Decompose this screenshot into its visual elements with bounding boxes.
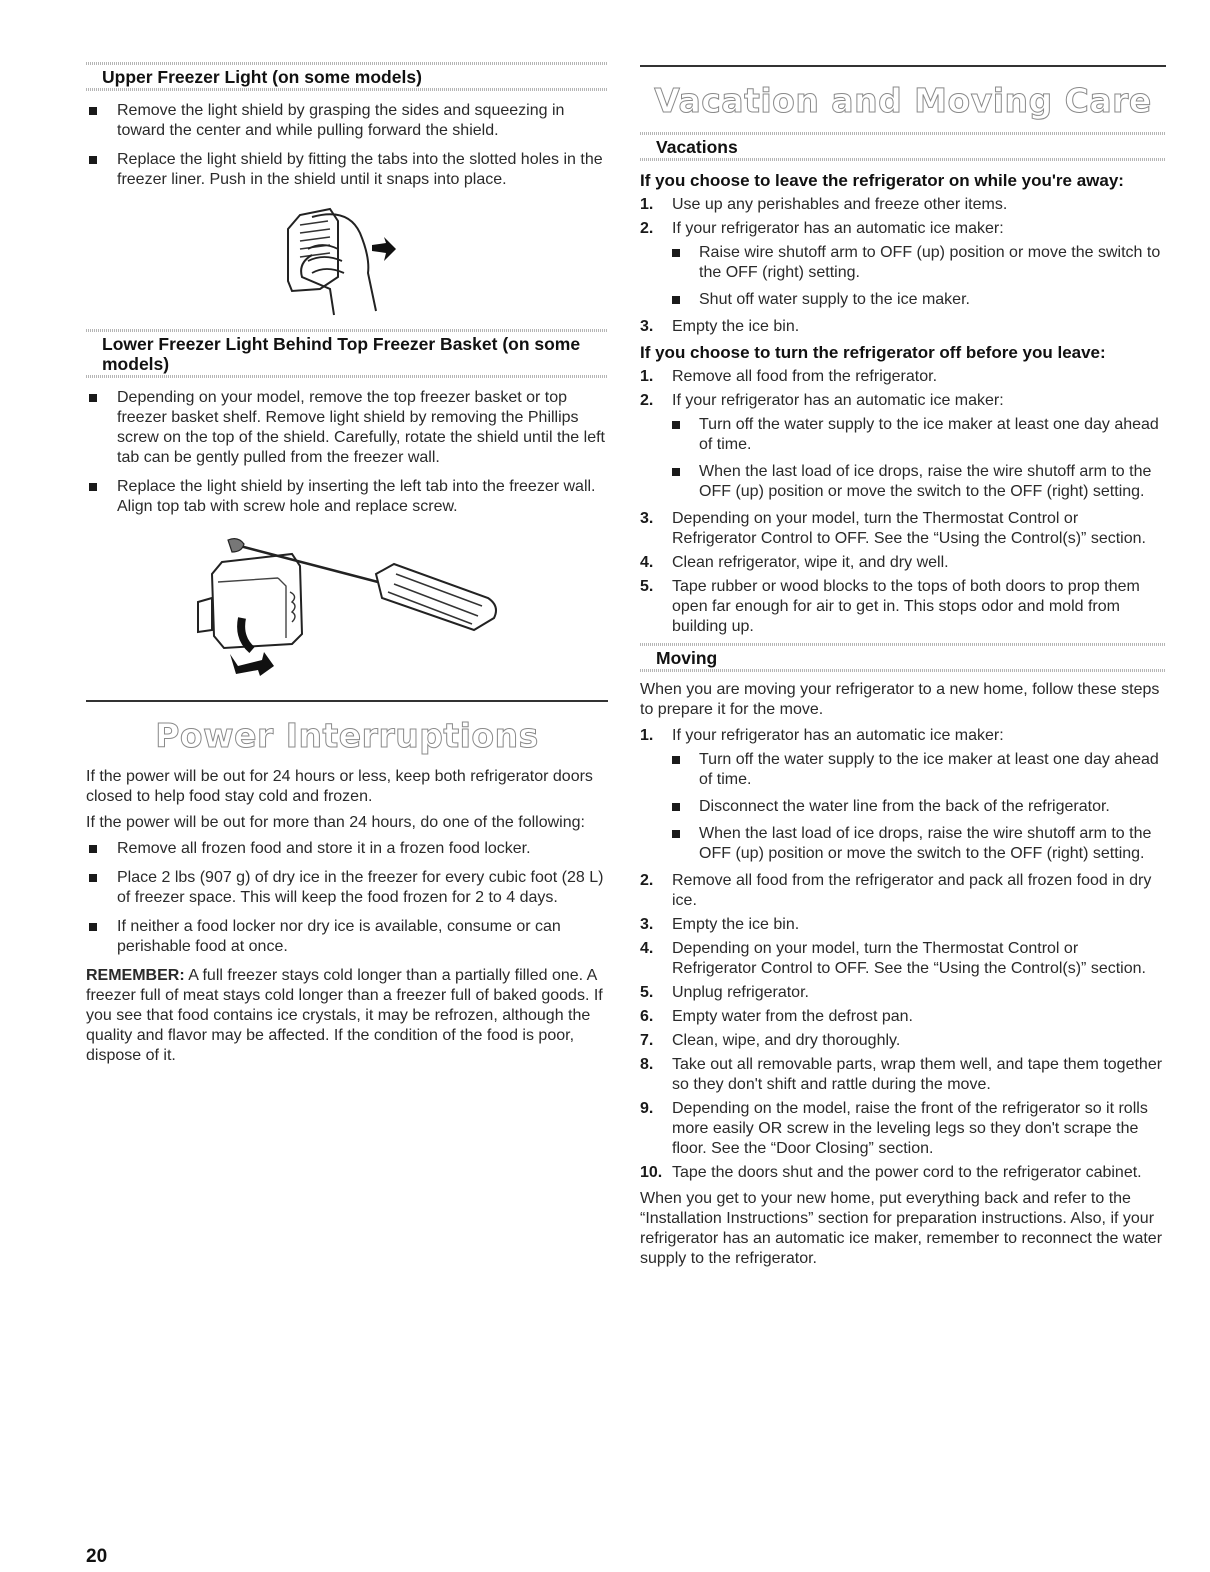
step-text: Empty water from the defrost pan. xyxy=(672,1008,913,1025)
step-number: 10. xyxy=(640,1164,663,1181)
step-number: 8. xyxy=(640,1056,654,1073)
sub-bullets xyxy=(640,243,1166,310)
vacation-on-lead: If you choose to leave the refrigerator on while you're away: xyxy=(640,171,1124,190)
page-number: 20 xyxy=(86,1546,108,1567)
step-text: Unplug refrigerator. xyxy=(672,984,809,1001)
moving-steps xyxy=(640,726,1166,1183)
step-item xyxy=(640,509,1166,549)
paragraph: If the power will be out for 24 hours or less, keep both refrigerator doors closed to help food stay cold and frozen. xyxy=(86,768,593,805)
step-number: 1. xyxy=(640,727,654,744)
list-item: Place 2 lbs (907 g) of dry ice in the freezer for every cubic foot (28 L) of freezer space. This will keep the food frozen for 2 to 4 days. xyxy=(86,868,608,908)
step-text: Empty the ice bin. xyxy=(672,318,800,335)
step-number: 6. xyxy=(640,1008,654,1025)
list-item: Disconnect the water line from the back of the refrigerator. xyxy=(640,797,1166,817)
section-heading: Vacations xyxy=(656,137,738,157)
vacation-off-lead: If you choose to turn the refrigerator off before you leave: xyxy=(640,343,1106,362)
section-heading: Upper Freezer Light (on some models) xyxy=(102,67,422,87)
step-number: 2. xyxy=(640,392,654,409)
paragraph: When you get to your new home, put everything back and refer to the “Installation Instructions” section for preparation instructions. Also, if your refrigerator has an automatic ice maker, remember to reconnect the water supply to the refrigerator. xyxy=(640,1190,1163,1267)
sub-bullets xyxy=(640,415,1166,502)
list-item: Depending on your model, remove the top freezer basket or top freezer basket shelf. Remove light shield by removing the Phillips screw on the top of the shield. Carefully, rotate the shield until the left tab can be gently pulled from the freezer wall. xyxy=(86,388,608,468)
step-item xyxy=(640,1055,1166,1095)
step-number: 5. xyxy=(640,984,654,1001)
list-item: When the last load of ice drops, raise the wire shutoff arm to the OFF (up) position or move the switch to the OFF (right) setting. xyxy=(640,824,1166,864)
step-item xyxy=(640,1007,1166,1027)
power-interruptions-title: Power Interruptions xyxy=(155,716,539,755)
vacation-moving-title: Vacation and Moving Care xyxy=(654,81,1152,120)
step-number: 4. xyxy=(640,554,654,571)
step-number: 5. xyxy=(640,578,654,595)
list-item: Replace the light shield by fitting the tabs into the slotted holes in the freezer liner. Push in the shield until it snaps into place. xyxy=(86,150,608,190)
step-text: Depending on your model, turn the Thermostat Control or Refrigerator Control to OFF. See the “Using the Control(s)” section. xyxy=(672,510,1146,547)
step-text: Clean, wipe, and dry thoroughly. xyxy=(672,1032,901,1049)
list-item: If neither a food locker nor dry ice is available, consume or can perishable food at once. xyxy=(86,917,608,957)
list-item: Raise wire shutoff arm to OFF (up) position or move the switch to the OFF (right) setting. xyxy=(640,243,1166,283)
step-text: Remove all food from the refrigerator. xyxy=(672,368,938,385)
step-item xyxy=(640,1031,1166,1051)
step-text: Use up any perishables and freeze other items. xyxy=(672,196,1008,213)
step-text: Clean refrigerator, wipe it, and dry well. xyxy=(672,554,949,571)
step-text: If your refrigerator has an automatic ice maker: xyxy=(672,220,1004,237)
step-number: 7. xyxy=(640,1032,654,1049)
step-number: 3. xyxy=(640,510,654,527)
list-item: Shut off water supply to the ice maker. xyxy=(640,290,1166,310)
left-column xyxy=(86,62,608,1072)
lower-light-bullets xyxy=(86,388,608,517)
paragraph: If the power will be out for more than 24 hours, do one of the following: xyxy=(86,814,585,831)
step-item xyxy=(640,1163,1166,1183)
list-item: When the last load of ice drops, raise the wire shutoff arm to the OFF (up) position or move the switch to the OFF (right) setting. xyxy=(640,462,1166,502)
sub-bullets xyxy=(640,750,1166,864)
step-item xyxy=(640,219,1166,310)
step-text: Depending on your model, turn the Thermostat Control or Refrigerator Control to OFF. See the “Using the Control(s)” section. xyxy=(672,940,1146,977)
step-item xyxy=(640,939,1166,979)
remember-paragraph xyxy=(86,966,608,1066)
step-item xyxy=(640,367,1166,387)
section-heading: Moving xyxy=(656,648,718,668)
list-item: Turn off the water supply to the ice maker at least one day ahead of time. xyxy=(640,415,1166,455)
section-divider xyxy=(640,65,1166,67)
lower-freezer-light-header xyxy=(86,329,608,378)
screwdriver-shield-illustration xyxy=(182,526,512,686)
step-item xyxy=(640,915,1166,935)
step-number: 3. xyxy=(640,318,654,335)
step-number: 9. xyxy=(640,1100,654,1117)
step-text: Remove all food from the refrigerator and pack all frozen food in dry ice. xyxy=(672,872,1152,909)
step-text: Empty the ice bin. xyxy=(672,916,800,933)
step-item xyxy=(640,577,1166,637)
power-bullets xyxy=(86,839,608,957)
step-item xyxy=(640,195,1166,215)
step-number: 4. xyxy=(640,940,654,957)
remember-label: REMEMBER: xyxy=(86,967,185,984)
step-item xyxy=(640,317,1166,337)
paragraph: When you are moving your refrigerator to a new home, follow these steps to prepare it for the move. xyxy=(640,681,1160,718)
remember-text: A full freezer stays cold longer than a partially filled one. A freezer full of meat stays cold longer than a freezer full of baked goods. If you see that food contains ice crystals, it may be refrozen, although the quality and flavor may be affected. If the condition of the food is poor, dispose of it. xyxy=(86,967,603,1064)
step-item xyxy=(640,1099,1166,1159)
step-number: 1. xyxy=(640,196,654,213)
step-text: Tape rubber or wood blocks to the tops of both doors to prop them open far enough for air to get in. This stops odor and mold from building up. xyxy=(672,578,1140,635)
step-item xyxy=(640,871,1166,911)
step-item xyxy=(640,391,1166,502)
right-column xyxy=(640,62,1166,1275)
step-text: Take out all removable parts, wrap them well, and tape them together so they don't shift and rattle during the move. xyxy=(672,1056,1163,1093)
step-text: If your refrigerator has an automatic ice maker: xyxy=(672,392,1004,409)
vacation-on-steps xyxy=(640,195,1166,337)
list-item: Replace the light shield by inserting the left tab into the freezer wall. Align top tab with screw hole and replace screw. xyxy=(86,477,608,517)
step-number: 1. xyxy=(640,368,654,385)
step-number: 2. xyxy=(640,872,654,889)
list-item: Remove the light shield by grasping the sides and squeezing in toward the center and while pulling forward the shield. xyxy=(86,101,608,141)
upper-light-shield-illustration xyxy=(272,199,422,323)
step-text: Depending on the model, raise the front of the refrigerator so it rolls more easily OR screw in the leveling legs so they don't scrape the floor. See the “Door Closing” section. xyxy=(672,1100,1148,1157)
step-text: Tape the doors shut and the power cord to the refrigerator cabinet. xyxy=(672,1164,1142,1181)
section-divider xyxy=(86,700,608,702)
step-item xyxy=(640,553,1166,573)
list-item: Remove all frozen food and store it in a frozen food locker. xyxy=(86,839,608,859)
moving-header xyxy=(640,643,1166,672)
step-text: If your refrigerator has an automatic ice maker: xyxy=(672,727,1004,744)
list-item: Turn off the water supply to the ice maker at least one day ahead of time. xyxy=(640,750,1166,790)
step-number: 3. xyxy=(640,916,654,933)
vacations-header xyxy=(640,132,1166,161)
step-number: 2. xyxy=(640,220,654,237)
upper-freezer-light-header xyxy=(86,62,608,91)
section-heading: Lower Freezer Light Behind Top Freezer Basket (on some models) xyxy=(102,334,581,374)
upper-light-bullets xyxy=(86,101,608,190)
step-item xyxy=(640,726,1166,864)
step-item xyxy=(640,983,1166,1003)
vacation-off-steps xyxy=(640,367,1166,637)
